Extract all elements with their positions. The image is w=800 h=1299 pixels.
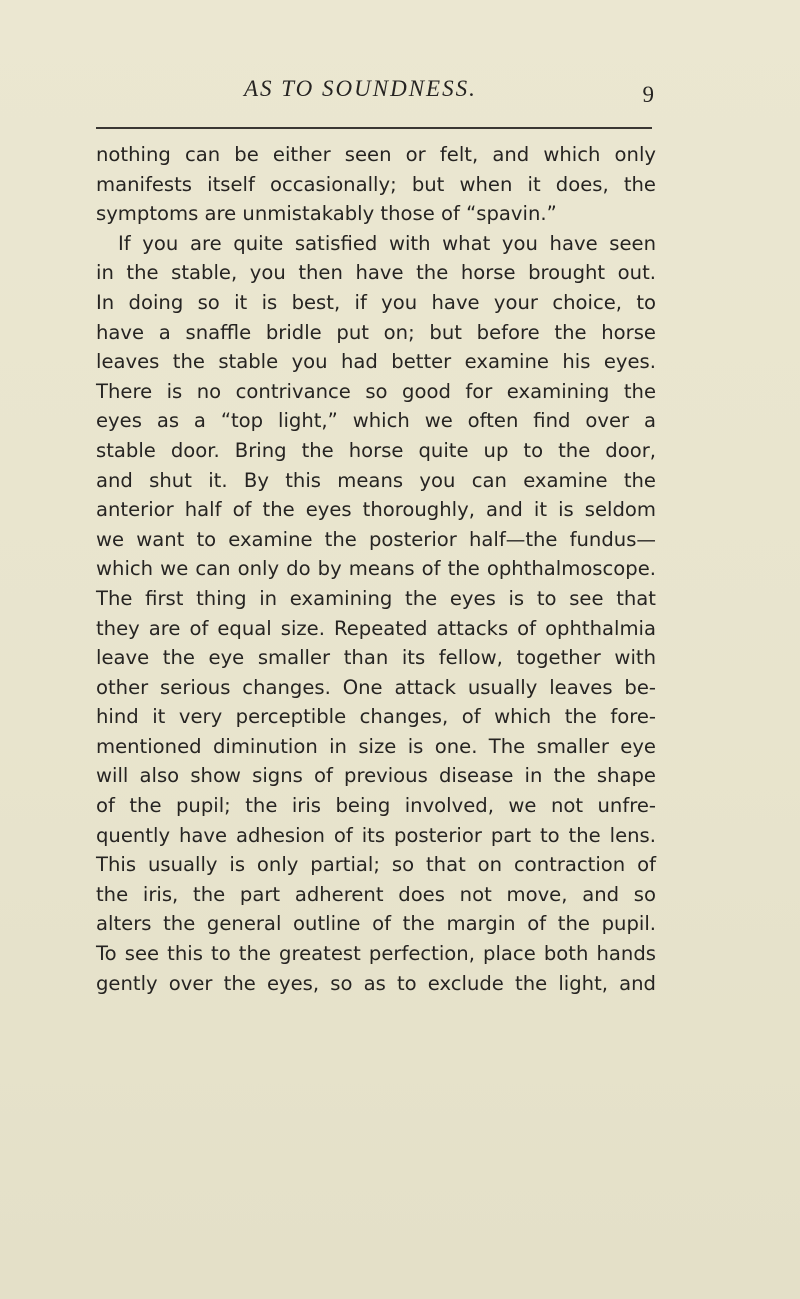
text-line: the iris, the part adherent does not move, and so <box>96 882 656 906</box>
text-line: gently over the eyes, so as to exclude the light, and <box>96 971 656 995</box>
text-line: in the stable, you then have the horse brought out. <box>96 261 656 285</box>
text-line: There is no contrivance so good for examining the <box>96 379 656 403</box>
text-line: If you are quite satisfied with what you have seen <box>118 231 656 255</box>
text-line: and shut it. By this means you can examine the <box>96 468 656 492</box>
body-text <box>96 140 656 998</box>
text-line: they are of equal size. Repeated attacks of ophthalmia <box>96 616 656 640</box>
text-line: of the pupil; the iris being involved, we not unfre- <box>96 794 656 818</box>
text-line: manifests itself occasionally; but when it does, the <box>96 172 656 196</box>
text-line: In doing so it is best, if you have your choice, to <box>96 290 656 314</box>
text-line: eyes as a “top light,” which we often find over a <box>96 409 656 433</box>
text-line: leave the eye smaller than its fellow, together with <box>96 646 656 670</box>
running-head: AS TO SOUNDNESS. <box>244 76 477 101</box>
page-number: 9 <box>642 82 654 107</box>
text-line: stable door. Bring the horse quite up to the door, <box>96 438 656 462</box>
text-line: This usually is only partial; so that on contraction of <box>96 853 656 877</box>
text-line: which we can only do by means of the ophthalmoscope. <box>96 557 656 581</box>
text-line: have a snaffle bridle put on; but before the horse <box>96 320 656 344</box>
text-line: we want to examine the posterior half—the fundus— <box>96 527 656 551</box>
text-line: will also show signs of previous disease in the shape <box>96 764 656 788</box>
text-line: symptoms are unmistakably those of “spavin.” <box>96 202 557 226</box>
page-header <box>96 76 656 116</box>
text-line: anterior half of the eyes thoroughly, and it is seldom <box>96 498 656 522</box>
text-line: mentioned diminution in size is one. The smaller eye <box>96 734 656 758</box>
header-rule <box>96 127 652 129</box>
text-line: alters the general outline of the margin of the pupil. <box>96 912 656 936</box>
text-line: other serious changes. One attack usually leaves be- <box>96 675 656 699</box>
text-line: quently have adhesion of its posterior part to the lens. <box>96 823 656 847</box>
text-line: hind it very perceptible changes, of which the fore- <box>96 705 656 729</box>
text-line: nothing can be either seen or felt, and which only <box>96 143 656 166</box>
text-line: The first thing in examining the eyes is to see that <box>96 586 656 610</box>
text-line: leaves the stable you had better examine his eyes. <box>96 350 656 374</box>
text-line: To see this to the greatest perfection, place both hands <box>96 942 656 966</box>
